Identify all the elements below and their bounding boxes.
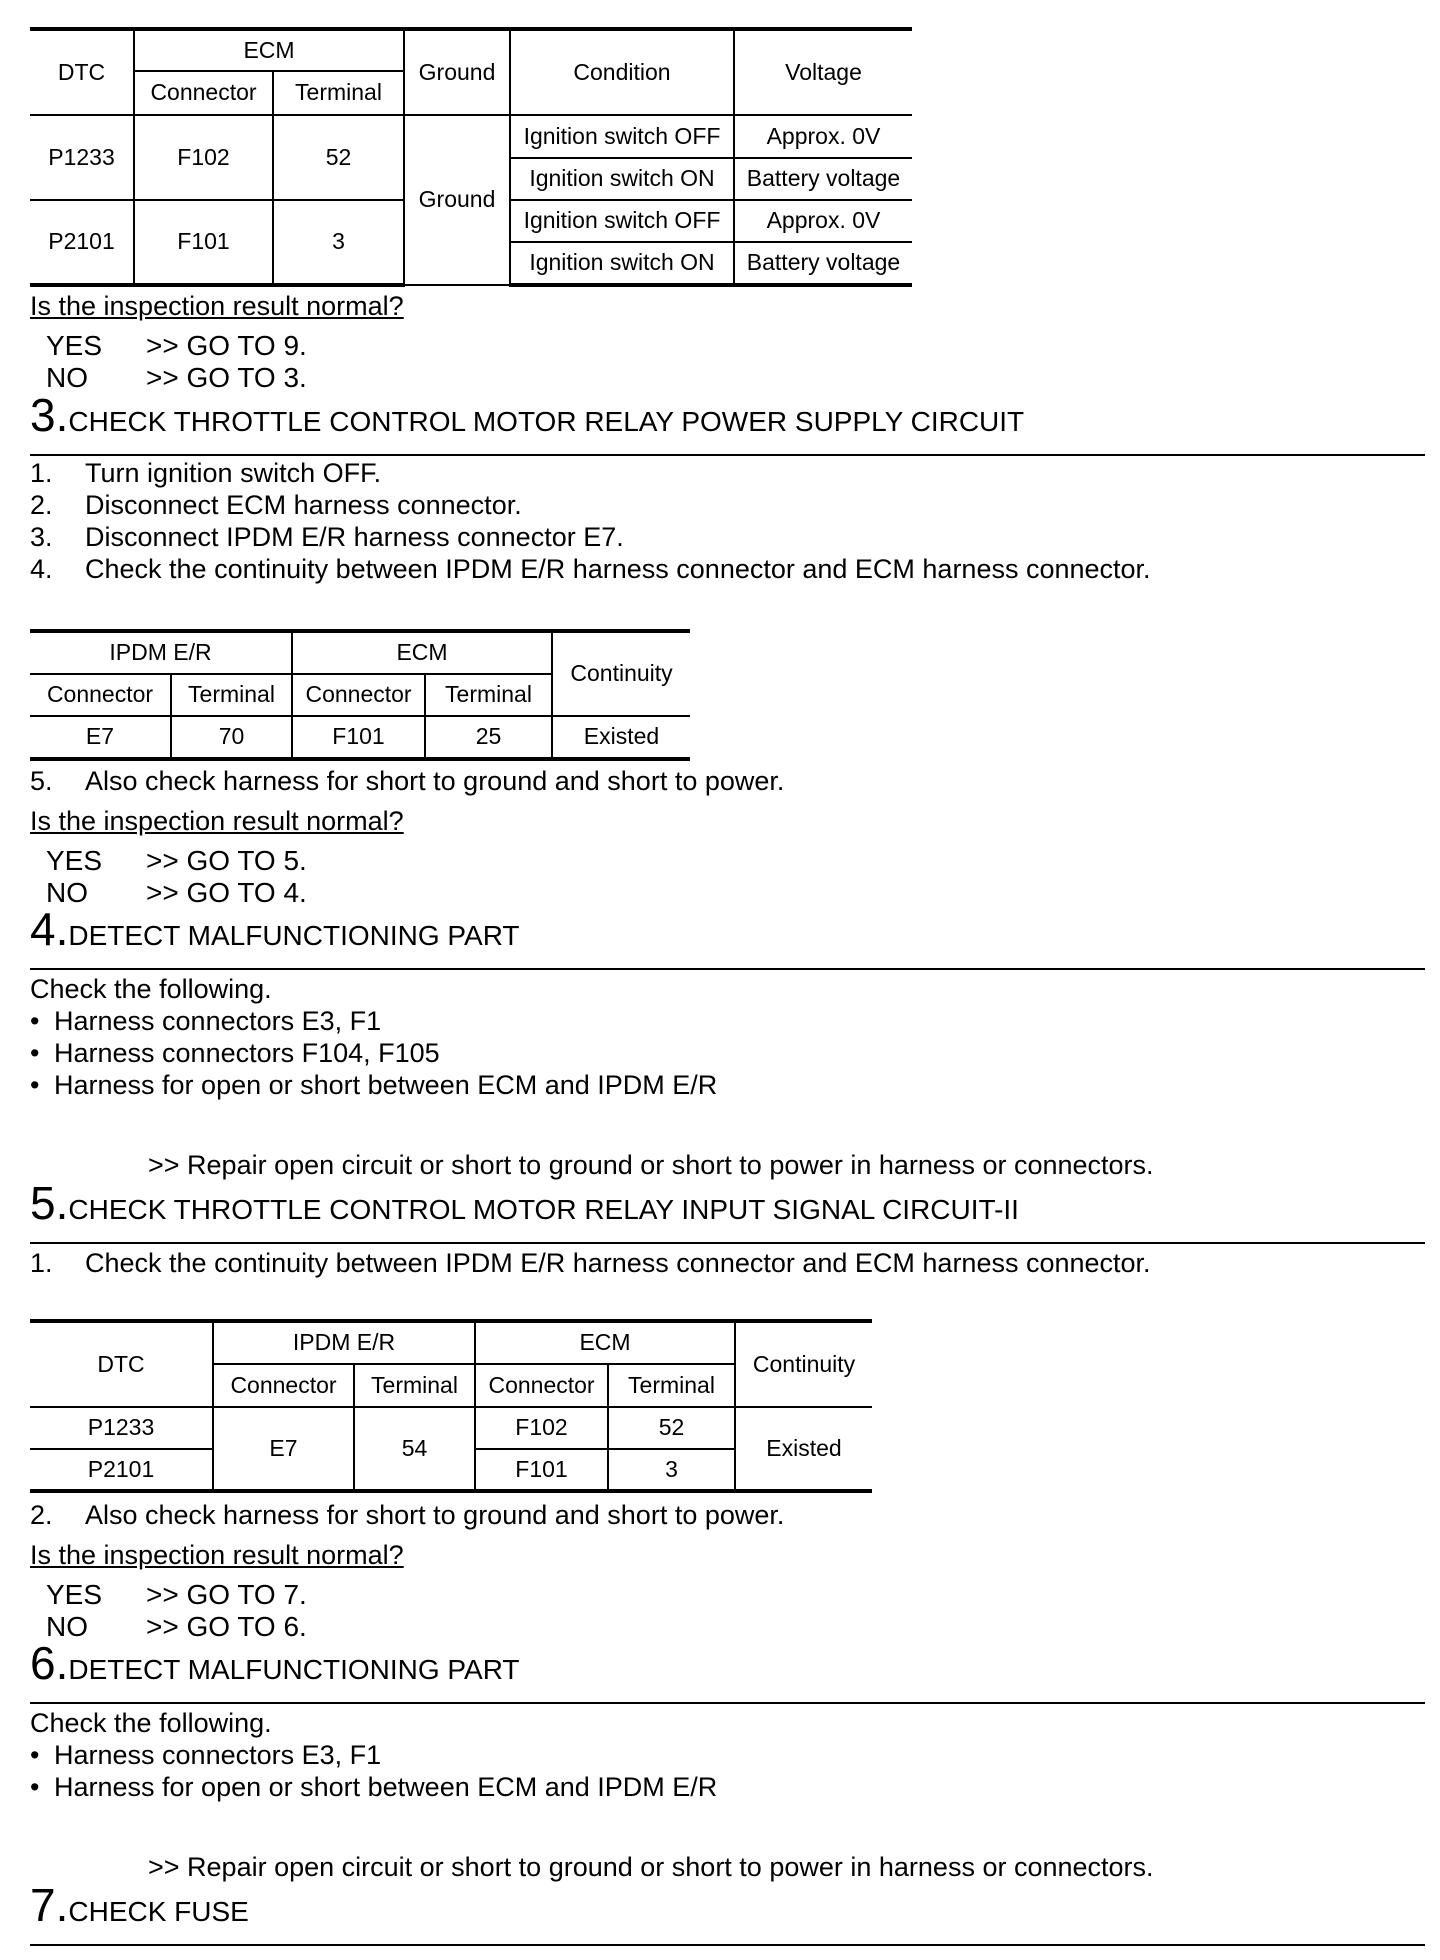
procedure-step xyxy=(30,458,381,489)
table-header: Connector xyxy=(134,71,273,115)
table-cell: 3 xyxy=(608,1449,735,1491)
table-cell: Ignition switch ON xyxy=(510,242,734,285)
answer-action: >> GO TO 4. xyxy=(146,877,307,908)
list-item-text: Harness connectors E3, F1 xyxy=(54,1006,382,1036)
step-number: 2. xyxy=(30,490,53,520)
repair-instruction: >> Repair open circuit or short to ground or short to power in harness or connectors. xyxy=(148,1150,1154,1180)
table-cell: F102 xyxy=(475,1407,608,1449)
section-title: CHECK THROTTLE CONTROL MOTOR RELAY INPUT SIGNAL CIRCUIT-II xyxy=(68,1194,1019,1225)
step-text: Check the continuity between IPDM E/R harness connector and ECM harness connector. xyxy=(85,554,1151,584)
step-number: 1. xyxy=(30,1248,53,1278)
list-item xyxy=(30,1070,717,1101)
check-intro: Check the following. xyxy=(30,1708,272,1738)
answer-key: NO xyxy=(46,1611,88,1642)
table-cell: Ignition switch ON xyxy=(510,158,734,200)
table-header: ECM xyxy=(134,29,404,71)
table-header: IPDM E/R xyxy=(30,631,292,674)
table-cell: Existed xyxy=(735,1407,872,1491)
section-title: CHECK THROTTLE CONTROL MOTOR RELAY POWER SUPPLY CIRCUIT xyxy=(68,406,1025,437)
table-cell: P2101 xyxy=(30,1449,213,1491)
answer-key: NO xyxy=(46,362,88,393)
continuity-table xyxy=(30,629,690,761)
table-header: Condition xyxy=(510,29,734,115)
list-item-text: Harness connectors E3, F1 xyxy=(54,1740,382,1770)
bullet-icon: • xyxy=(30,1038,40,1068)
step-number: 1. xyxy=(30,458,53,488)
inspection-question: Is the inspection result normal? xyxy=(30,806,404,836)
section-number: 7. xyxy=(30,1879,69,1931)
table-header: Connector xyxy=(213,1364,354,1407)
section-heading xyxy=(30,1177,1425,1244)
answer-action: >> GO TO 6. xyxy=(146,1611,307,1642)
list-item xyxy=(30,1772,717,1803)
answer-key: YES xyxy=(46,330,103,361)
answer-yes xyxy=(30,1579,307,1611)
step-text: Check the continuity between IPDM E/R harness connector and ECM harness connector. xyxy=(85,1248,1151,1278)
table-cell: 3 xyxy=(273,200,404,285)
inspection-question: Is the inspection result normal? xyxy=(30,1540,404,1570)
table-header: Connector xyxy=(292,674,425,716)
section-number: 4. xyxy=(30,903,69,955)
table-header: Connector xyxy=(30,674,171,716)
table-header: IPDM E/R xyxy=(213,1321,475,1364)
section-number: 5. xyxy=(30,1177,69,1229)
procedure-step xyxy=(30,1248,1151,1279)
table-header: Continuity xyxy=(735,1321,872,1407)
table-header: ECM xyxy=(475,1321,735,1364)
section-title: DETECT MALFUNCTIONING PART xyxy=(68,1654,520,1685)
procedure-step xyxy=(30,766,784,797)
step-text: Disconnect ECM harness connector. xyxy=(85,490,522,520)
list-item-text: Harness for open or short between ECM and IPDM E/R xyxy=(54,1772,718,1802)
answer-action: >> GO TO 5. xyxy=(146,845,307,876)
answer-no xyxy=(30,1611,307,1643)
section-number: 3. xyxy=(30,389,69,441)
table-header: Continuity xyxy=(552,631,690,716)
answer-action: >> GO TO 7. xyxy=(146,1579,307,1610)
table-header: Connector xyxy=(475,1364,608,1407)
step-number: 5. xyxy=(30,766,53,796)
table-header: Voltage xyxy=(734,29,912,115)
answer-key: YES xyxy=(46,845,103,876)
table-header: DTC xyxy=(30,29,134,115)
table-header: Terminal xyxy=(171,674,292,716)
step-text: Also check harness for short to ground and short to power. xyxy=(85,1500,785,1530)
table-cell: 52 xyxy=(273,115,404,200)
table-cell: F101 xyxy=(134,200,273,285)
table-header: Terminal xyxy=(273,71,404,115)
answer-action: >> GO TO 9. xyxy=(146,330,307,361)
procedure-step xyxy=(30,522,624,553)
table-header: Ground xyxy=(404,29,510,115)
step-text: Also check harness for short to ground and short to power. xyxy=(85,766,785,796)
table-cell: Ignition switch OFF xyxy=(510,115,734,158)
section-title: CHECK FUSE xyxy=(68,1896,249,1927)
procedure-step xyxy=(30,1500,784,1531)
answer-key: NO xyxy=(46,877,88,908)
step-number: 3. xyxy=(30,522,53,552)
answer-key: YES xyxy=(46,1579,103,1610)
table-cell: 70 xyxy=(171,716,292,759)
table-header: Terminal xyxy=(425,674,552,716)
table-cell: F101 xyxy=(475,1449,608,1491)
list-item xyxy=(30,1038,440,1069)
list-item xyxy=(30,1740,381,1771)
table-cell: Approx. 0V xyxy=(734,115,912,158)
answer-yes xyxy=(30,845,307,877)
section-number: 6. xyxy=(30,1637,69,1689)
table-cell: Existed xyxy=(552,716,690,759)
table-cell: Ignition switch OFF xyxy=(510,200,734,242)
table-cell: P2101 xyxy=(30,200,134,285)
table-cell: F102 xyxy=(134,115,273,200)
answer-yes xyxy=(30,330,307,362)
table-cell: P1233 xyxy=(30,115,134,200)
answer-no xyxy=(30,877,307,909)
table-cell: E7 xyxy=(213,1407,354,1491)
step-number: 2. xyxy=(30,1500,53,1530)
list-item-text: Harness connectors F104, F105 xyxy=(54,1038,440,1068)
bullet-icon: • xyxy=(30,1006,40,1036)
section-heading xyxy=(30,1637,1425,1704)
table-cell: Battery voltage xyxy=(734,242,912,285)
step-number: 4. xyxy=(30,554,53,584)
table-cell: 54 xyxy=(354,1407,475,1491)
step-text: Disconnect IPDM E/R harness connector E7. xyxy=(85,522,624,552)
table-cell: Approx. 0V xyxy=(734,200,912,242)
bullet-icon: • xyxy=(30,1740,40,1770)
section-heading xyxy=(30,903,1425,970)
section-title: DETECT MALFUNCTIONING PART xyxy=(68,920,520,951)
list-item xyxy=(30,1006,381,1037)
table-cell: Ground xyxy=(404,115,510,285)
bullet-icon: • xyxy=(30,1070,40,1100)
continuity-table-by-dtc xyxy=(30,1319,872,1493)
answer-action: >> GO TO 3. xyxy=(146,362,307,393)
procedure-step xyxy=(30,490,522,521)
step-text: Turn ignition switch OFF. xyxy=(85,458,382,488)
table-cell: 52 xyxy=(608,1407,735,1449)
table-header: Terminal xyxy=(354,1364,475,1407)
voltage-check-table xyxy=(30,27,912,287)
answer-no xyxy=(30,362,307,394)
table-cell: E7 xyxy=(30,716,171,759)
table-cell: F101 xyxy=(292,716,425,759)
procedure-step xyxy=(30,554,1151,585)
inspection-question: Is the inspection result normal? xyxy=(30,291,404,321)
table-cell: P1233 xyxy=(30,1407,213,1449)
check-intro: Check the following. xyxy=(30,974,272,1004)
list-item-text: Harness for open or short between ECM and IPDM E/R xyxy=(54,1070,718,1100)
table-cell: 25 xyxy=(425,716,552,759)
repair-instruction: >> Repair open circuit or short to ground or short to power in harness or connectors. xyxy=(148,1852,1154,1882)
table-header: DTC xyxy=(30,1321,213,1407)
section-heading xyxy=(30,1879,1425,1946)
bullet-icon: • xyxy=(30,1772,40,1802)
table-header: ECM xyxy=(292,631,552,674)
table-cell: Battery voltage xyxy=(734,158,912,200)
table-header: Terminal xyxy=(608,1364,735,1407)
section-heading xyxy=(30,389,1425,456)
